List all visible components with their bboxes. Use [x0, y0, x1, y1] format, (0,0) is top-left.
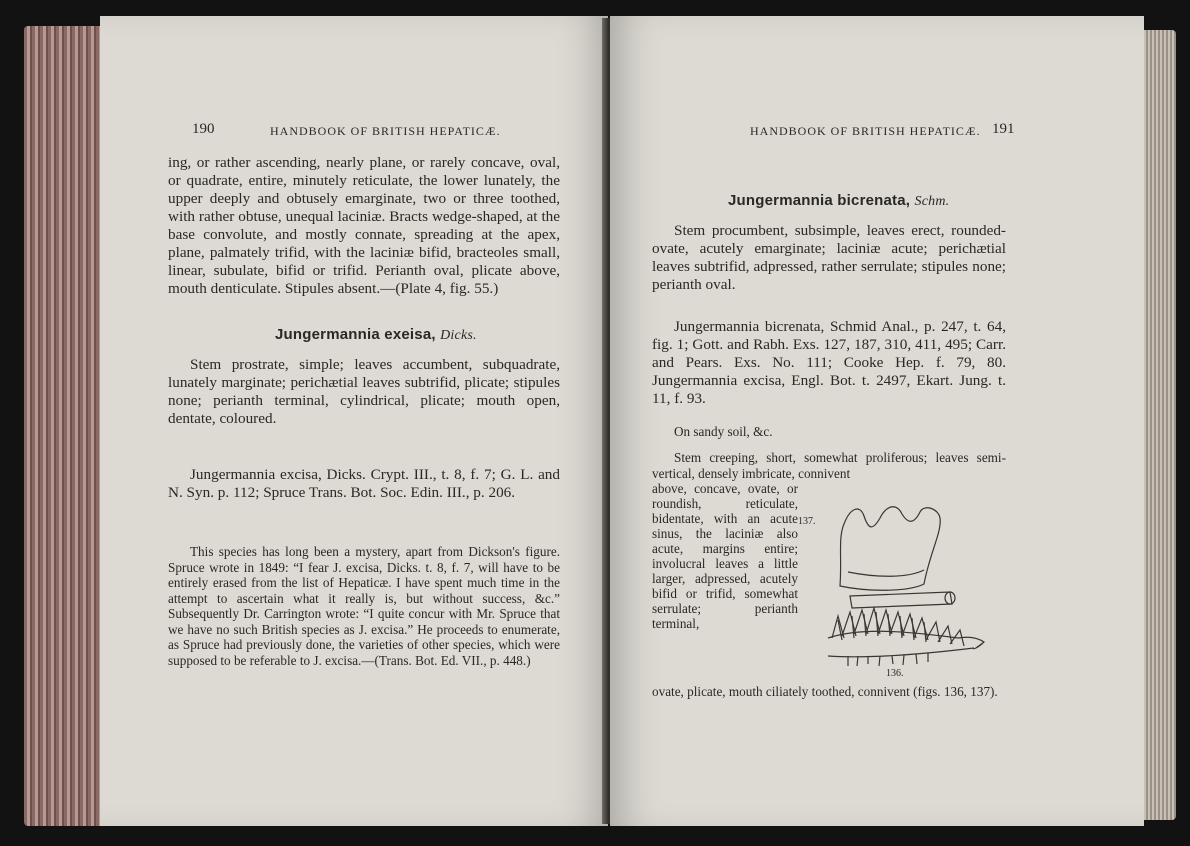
habitat: On sandy soil, &c.	[674, 424, 773, 439]
left-page	[100, 16, 608, 826]
running-head: HANDBOOK OF BRITISH HEPATICÆ.	[270, 124, 501, 138]
detail-wrap: above, concave, ovate, or roundish, reticulate, bidentate, with an acute sinus, the laciniæ also acute, margins entire; involucral leaves a little larger, adpressed, acutely bifid or trifid, somewhat serrulate; perianth terminal,	[652, 481, 798, 631]
section-heading: Jungermannia bicrenata, Schm.	[728, 192, 950, 209]
figure-label-136: 136.	[886, 668, 904, 679]
page-number: 191	[992, 121, 1015, 137]
historical-note: This species has long been a mystery, apart from Dickson's figure. Spruce wrote in 1849: “I fear J. excisa, Dicks. t. 8, f. 7, will have to be entirely erased from the list of Hepaticæ. I have spent much time in the attempt to ascertain what it really is, but without success, &c.” Subsequently Dr. Carrington wrote: “I quite concur with Mr. Spruce that we have no such British species as J. excisa.” He proceeds to enumerate, as Spruce had previously done, the varieties of other species, which were supposed to be referable to J. excisa.—(Trans. Bot. Ed. VII., p. 448.)	[168, 544, 560, 668]
detail-bottom: ovate, plicate, mouth ciliately toothed, connivent (figs. 136, 137).	[652, 684, 998, 699]
continued-paragraph: ing, or rather ascending, nearly plane, or rarely concave, oval, or quadrate, entire, minutely reticulate, the lower lunately, the upper deeply and obtusely emarginate, two or three toothed, with rather obtuse, unequal laciniæ. Bracts wedge-shaped, at the base convolute, and mostly connate, spreading at the apex, plane, palmately trifid, with the laciniæ bifid, bracteoles small, linear, subulate, bifid or trifid. Perianth oval, plicate above, mouth denticulate. Stipules absent.—(Plate 4, fig. 55.)	[168, 154, 560, 297]
detail-top: Stem creeping, short, somewhat proliferous; leaves semi-vertical, densely imbricate, connivent	[652, 450, 1006, 481]
species-description: Stem prostrate, simple; leaves accumbent, subquadrate, lunately marginate; perichætial leaves subtrifid, plicate; stipules none; perianth terminal, cylindrical, plicate; mouth open, dentate, coloured.	[168, 356, 560, 427]
running-head: HANDBOOK OF BRITISH HEPATICÆ.	[750, 124, 981, 138]
leaf-drawing-icon	[798, 488, 998, 678]
section-heading: Jungermannia exeisa, Dicks.	[275, 326, 477, 343]
page-number: 190	[192, 121, 215, 137]
botanical-illustration	[798, 488, 998, 678]
open-book	[18, 6, 1180, 838]
species-description: Stem procumbent, subsimple, leaves erect, rounded-ovate, acutely emarginate; laciniæ acute; perichætial leaves subtrifid, adpressed, rather serrulate; stipules none; perianth oval.	[652, 222, 1006, 293]
figure-label-137: 137.	[798, 516, 816, 527]
references: Jungermannia bicrenata, Schmid Anal., p. 247, t. 64, fig. 1; Gott. and Rabh. Exs. 127, 187, 310, 411, 495; Carr. and Pears. Exs. No. 111; Cooke Hep. f. 79, 80. Jungermannia excisa, Engl. Bot. t. 2497, Ekart. Jung. t. 11, f. 93.	[652, 318, 1006, 407]
right-page	[610, 16, 1144, 826]
references: Jungermannia excisa, Dicks. Crypt. III., t. 8, f. 7; G. L. and N. Syn. p. 112; Spruce Trans. Bot. Soc. Edin. III., p. 206.	[168, 466, 560, 501]
